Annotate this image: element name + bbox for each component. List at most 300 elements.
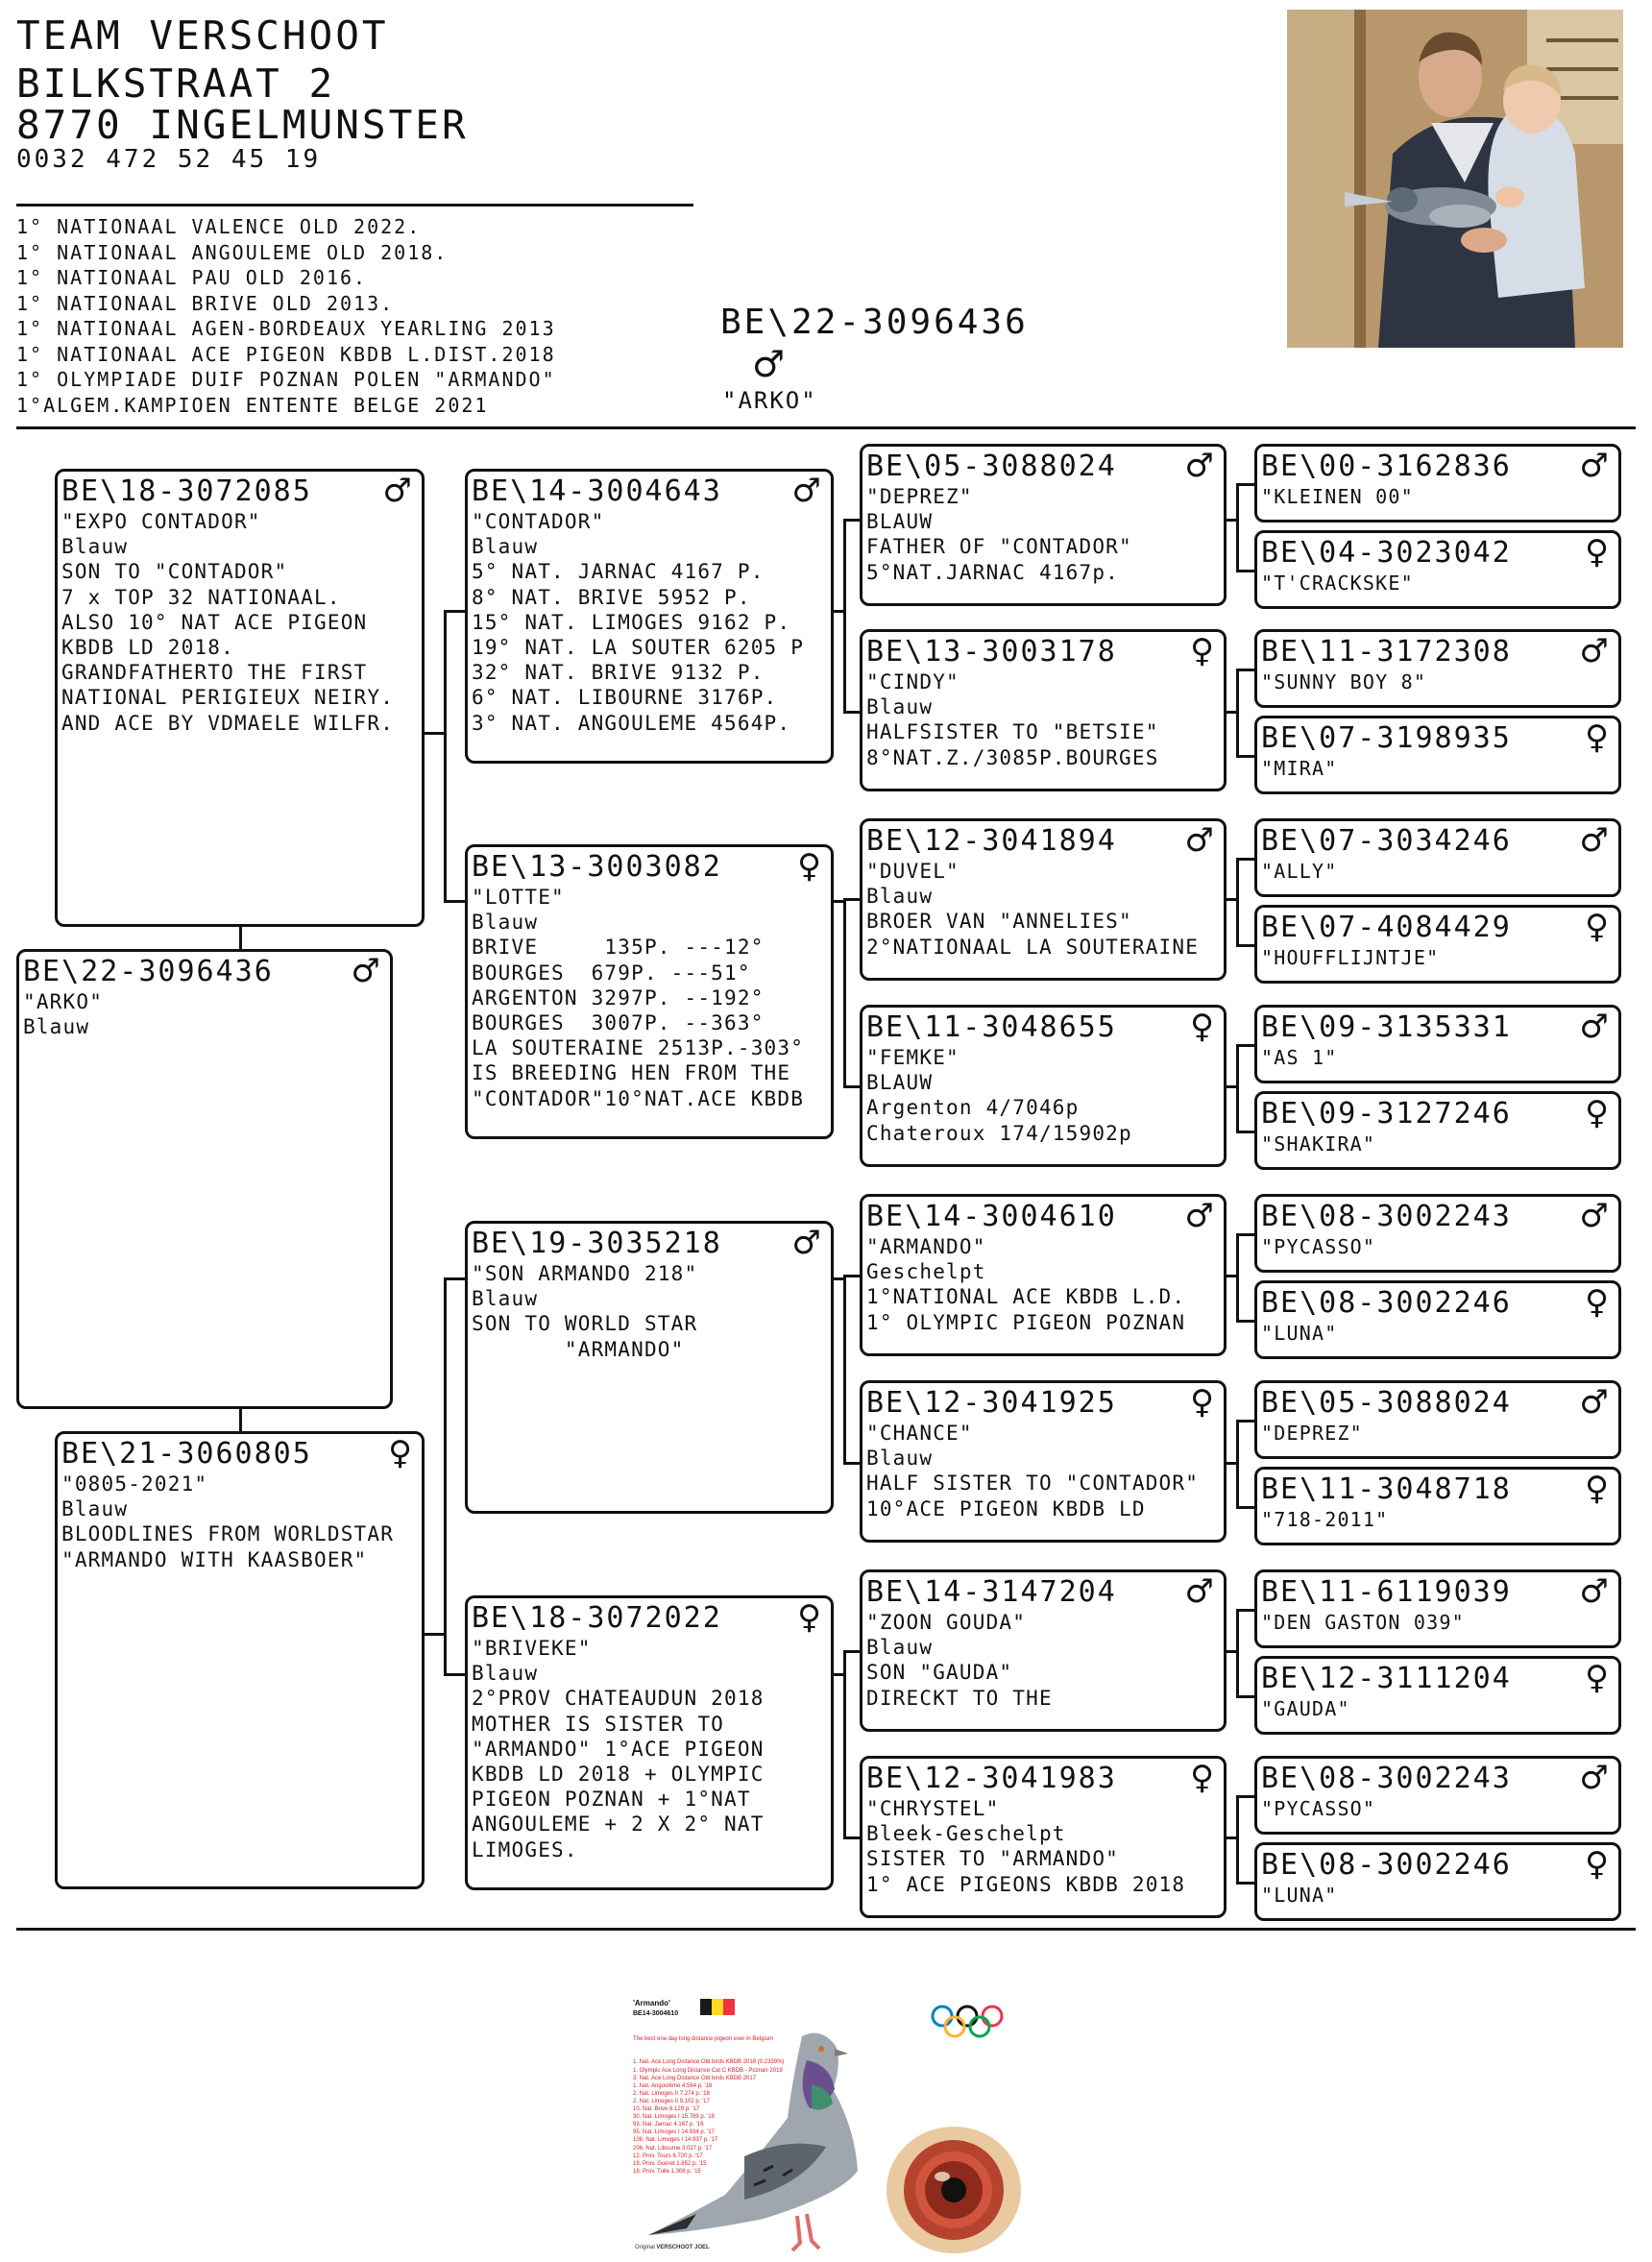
detail-line: "BRIVEKE" <box>472 1637 592 1660</box>
male-icon: ♂ <box>752 343 786 385</box>
ring-number: BE\12-3111204 <box>1261 1662 1512 1695</box>
detail-line: 6° NAT. LIBOURNE 3176P. <box>472 686 778 710</box>
female-icon: ♀ <box>1585 1283 1609 1322</box>
ring-number: BE\13-3003082 <box>472 850 722 884</box>
connector-line <box>1236 1695 1254 1698</box>
address-city: 8770 INGELMUNSTER <box>16 102 469 148</box>
connector-line <box>444 610 447 902</box>
advert-result-line: 10. Nat. Brive 6.129 p. '17 <box>633 2106 700 2113</box>
advert-result-line: 95. Nat. Limoges I 14.934 p. '17 <box>633 2129 715 2136</box>
detail-line: 8° NAT. BRIVE 5952 P. <box>472 585 751 609</box>
connector-line <box>1236 1420 1254 1423</box>
connector-line <box>1236 1795 1254 1798</box>
connector-line <box>1227 519 1236 522</box>
detail-line: ANGOULEME + 2 X 2° NAT <box>472 1812 765 1836</box>
pigeon-card <box>465 469 834 764</box>
detail-line: SON TO WORLD STAR <box>472 1312 698 1336</box>
detail-line: 1° ACE PIGEONS KBDB 2018 <box>866 1872 1186 1896</box>
detail-line: BLAUW <box>866 510 934 534</box>
detail-line: Blauw <box>866 1447 934 1471</box>
detail-line: BRIVE 135P. ---12° <box>472 936 765 960</box>
pigeon-card <box>1254 1005 1621 1083</box>
pigeon-card <box>1254 1194 1621 1273</box>
advert-result-line: 1. Nat. Ace Long Distance Old birds KBDB 2018 (0.2339%) <box>633 2059 785 2066</box>
connector-line <box>1236 1506 1254 1509</box>
male-icon: ♂ <box>1579 1197 1609 1235</box>
ring-number: BE\07-3034246 <box>1261 824 1512 858</box>
pigeon-details <box>472 509 804 736</box>
detail-line: 10°ACE PIGEON KBDB LD <box>866 1496 1146 1520</box>
detail-line: NATIONAL PERIGIEUX NEIRY. <box>61 686 395 710</box>
achievement-item: 1° NATIONAAL ANGOULEME OLD 2018. <box>16 240 449 264</box>
pigeon-details <box>866 669 1159 770</box>
connector-line <box>1236 1320 1254 1323</box>
male-icon: ♂ <box>791 472 821 510</box>
connector-line <box>1227 1650 1236 1653</box>
pigeon-card <box>1254 1467 1621 1545</box>
connector-line <box>843 711 860 714</box>
olympic-rings-icon <box>930 2004 1005 2040</box>
connector-line <box>843 1836 860 1839</box>
ring-number: BE\22-3096436 <box>23 955 274 988</box>
connector-line <box>843 1650 846 1839</box>
detail-line: Blauw <box>61 535 129 559</box>
connector-line <box>1227 1462 1236 1465</box>
armando-advert <box>629 1993 884 2262</box>
pigeon-details <box>1261 1421 1363 1446</box>
pigeon-details <box>866 484 1132 585</box>
ring-number: BE\08-3002243 <box>1261 1200 1512 1233</box>
ring-number: BE\12-3041894 <box>866 824 1117 858</box>
detail-line: 5° NAT. JARNAC 4167 P. <box>472 560 765 584</box>
pigeon-card <box>465 1595 834 1890</box>
detail-line: FATHER OF "CONTADOR" <box>866 535 1132 559</box>
pigeon-card <box>860 1005 1227 1167</box>
pigeon-picture <box>629 1993 884 2262</box>
connector-line <box>425 732 446 735</box>
section-divider <box>16 426 1636 429</box>
pigeon-details <box>866 1610 1053 1711</box>
ring-number: BE\00-3162836 <box>1261 450 1512 483</box>
detail-line: Blauw <box>472 1287 539 1311</box>
achievements-list <box>16 214 556 418</box>
footer-divider <box>16 1928 1636 1931</box>
male-icon: ♂ <box>1579 821 1609 860</box>
connector-line <box>843 519 846 714</box>
connector-line <box>843 519 860 522</box>
ring-number: BE\07-4084429 <box>1261 911 1512 944</box>
pigeon-eye-picture <box>882 2123 1026 2257</box>
connector-line <box>1236 1233 1254 1236</box>
detail-line: "PYCASSO" <box>1261 1235 1376 1258</box>
detail-line: BROER VAN "ANNELIES" <box>866 910 1132 934</box>
ring-number: BE\21-3060805 <box>61 1437 312 1471</box>
female-icon: ♀ <box>1190 1759 1214 1797</box>
pigeon-card <box>860 1569 1227 1732</box>
connector-line <box>444 610 465 613</box>
advert-result-line: 1. Olympic Ace Long Distance Cat C KBDB - Poznan 2019 <box>633 2067 783 2074</box>
detail-line: 2°NATIONAAL LA SOUTERAINE <box>866 935 1200 959</box>
detail-line: Blauw <box>866 1636 934 1660</box>
detail-line: "ARMANDO" <box>866 1235 986 1258</box>
detail-line: "AS 1" <box>1261 1046 1338 1069</box>
address-street: BILKSTRAAT 2 <box>16 61 336 107</box>
pigeon-details <box>1261 1696 1350 1721</box>
pigeon-card <box>860 629 1227 791</box>
achievement-item: 1° NATIONAAL AGEN-BORDEAUX YEARLING 2013 <box>16 317 556 340</box>
connector-line <box>1227 711 1236 714</box>
pigeon-details <box>61 1472 394 1572</box>
detail-line: "SON ARMANDO 218" <box>472 1262 698 1285</box>
detail-line: GRANDFATHERTO THE FIRST <box>61 661 368 685</box>
detail-line: "ZOON GOUDA" <box>866 1611 1027 1634</box>
pigeon-details <box>1261 1234 1375 1259</box>
ring-number: BE\04-3023042 <box>1261 536 1512 570</box>
detail-line: BOURGES 679P. ---51° <box>472 961 751 985</box>
male-icon: ♂ <box>1579 1008 1609 1046</box>
detail-line: "FEMKE" <box>866 1046 960 1069</box>
pigeon-details <box>1261 945 1439 970</box>
pigeon-card <box>860 818 1227 981</box>
detail-line: 1° OLYMPIC PIGEON POZNAN <box>866 1310 1186 1334</box>
pigeon-card <box>860 1194 1227 1356</box>
connector-line <box>1236 1882 1254 1885</box>
pigeon-card <box>55 469 425 927</box>
connector-line <box>843 1275 846 1465</box>
pigeon-card <box>1254 716 1621 794</box>
pigeon-details <box>866 859 1199 960</box>
detail-line: 5°NAT.JARNAC 4167p. <box>866 560 1120 584</box>
detail-line: "MIRA" <box>1261 757 1338 780</box>
detail-line: 3° NAT. ANGOULEME 4564P. <box>472 711 791 735</box>
detail-line: "SHAKIRA" <box>1261 1132 1376 1155</box>
ring-number: BE\11-3048718 <box>1261 1472 1512 1506</box>
detail-line: 8°NAT.Z./3085P.BOURGES <box>866 745 1159 769</box>
pigeon-details <box>472 1636 765 1862</box>
detail-line: SON TO "CONTADOR" <box>61 560 288 584</box>
pigeon-details <box>866 1234 1185 1335</box>
connector-line <box>1227 898 1236 901</box>
connector-line <box>1236 1420 1239 1509</box>
detail-line: ARGENTON 3297P. --192° <box>472 985 765 1009</box>
connector-line <box>843 1462 860 1465</box>
detail-line: "CHANCE" <box>866 1422 973 1445</box>
detail-line: PIGEON POZNAN + 1°NAT <box>472 1788 751 1812</box>
pigeon-card <box>1254 1756 1621 1835</box>
detail-line: "ARMANDO WITH KAASBOER" <box>61 1547 368 1571</box>
detail-line: IS BREEDING HEN FROM THE <box>472 1061 791 1085</box>
pigeon-card <box>860 444 1227 606</box>
detail-line: "EXPO CONTADOR" <box>61 510 261 533</box>
advert-result-line: 108. Nat. Limoges I 14.937 p. '17 <box>633 2137 718 2144</box>
advert-result-line: 206. Nat. Libourne 3.027 p. '17 <box>633 2145 713 2152</box>
pigeon-details <box>1261 756 1337 781</box>
detail-line: DIRECKT TO THE <box>866 1686 1053 1710</box>
pigeon-card <box>1254 530 1621 609</box>
ring-number: BE\08-3002243 <box>1261 1762 1512 1795</box>
connector-line <box>1236 944 1254 947</box>
connector-line <box>425 1633 446 1636</box>
detail-line: HALF SISTER TO "CONTADOR" <box>866 1472 1200 1496</box>
achievement-item: 1° NATIONAAL VALENCE OLD 2022. <box>16 215 422 238</box>
pigeon-card <box>1254 905 1621 984</box>
connector-line <box>1236 1233 1239 1323</box>
pigeon-details <box>472 885 804 1111</box>
detail-line: Blauw <box>61 1497 129 1521</box>
female-icon: ♀ <box>1585 1659 1609 1697</box>
pigeon-details <box>1261 859 1337 884</box>
connector-line <box>834 900 843 903</box>
pigeon-details <box>1261 571 1414 596</box>
male-icon: ♂ <box>1579 1572 1609 1611</box>
detail-line: "ALLY" <box>1261 860 1338 883</box>
connector-line <box>1236 669 1254 671</box>
ring-number: BE\08-3002246 <box>1261 1848 1512 1882</box>
pigeon-details <box>23 989 103 1039</box>
detail-line: "LUNA" <box>1261 1322 1338 1345</box>
male-icon: ♂ <box>1579 1383 1609 1422</box>
advert-result-line: 18. Prov. Tulle 1.308 p. '15 <box>633 2168 701 2175</box>
ring-number: BE\14-3147204 <box>866 1575 1117 1609</box>
advert-result-line: 12. Prov. Tours 6.720 p. '17 <box>633 2153 703 2159</box>
detail-line: Blauw <box>866 885 934 909</box>
female-icon: ♀ <box>1585 718 1609 757</box>
achievement-item: 1° NATIONAAL PAU OLD 2016. <box>16 266 368 289</box>
pigeon-card <box>1254 1842 1621 1921</box>
phone-number: 0032 472 52 45 19 <box>16 145 322 174</box>
pigeon-card <box>860 1756 1227 1918</box>
ring-number: BE\12-3041983 <box>866 1762 1117 1795</box>
detail-line: LIMOGES. <box>472 1837 578 1861</box>
connector-line <box>834 610 843 613</box>
connector-line <box>444 1277 447 1673</box>
pigeon-details <box>1261 1321 1337 1346</box>
pigeon-card <box>1254 818 1621 897</box>
male-icon: ♂ <box>1579 632 1609 670</box>
pigeon-card <box>1254 629 1621 708</box>
detail-line: HALFSISTER TO "BETSIE" <box>866 720 1159 744</box>
advert-credit: Original VERSCHOOT JOEL <box>635 2245 710 2250</box>
pigeon-card <box>1254 1380 1621 1459</box>
female-icon: ♀ <box>797 1598 821 1637</box>
pigeon-details <box>866 1045 1132 1146</box>
ring-number: BE\11-6119039 <box>1261 1575 1512 1609</box>
detail-line: "ARMANDO" 1°ACE PIGEON <box>472 1737 765 1761</box>
ring-number: BE\14-3004610 <box>866 1200 1117 1233</box>
detail-line: Blauw <box>23 1015 90 1039</box>
connector-line <box>843 898 846 1088</box>
pigeon-card <box>465 1221 834 1514</box>
female-icon: ♀ <box>1190 632 1214 670</box>
male-icon: ♂ <box>1184 447 1214 485</box>
female-icon: ♀ <box>1585 908 1609 946</box>
subject-ring: BE\22-3096436 <box>720 303 1029 342</box>
connector-line <box>239 927 242 949</box>
ring-number: BE\09-3135331 <box>1261 1010 1512 1044</box>
female-icon: ♀ <box>1585 533 1609 572</box>
detail-line: BLOODLINES FROM WORLDSTAR <box>61 1522 395 1546</box>
advert-result-line: 1. Nat. Angoulême 4.564 p. '18 <box>633 2082 713 2089</box>
advert-result-line: 19. Prov. Guéret 1.852 p. '15 <box>633 2160 707 2167</box>
detail-line: "CINDY" <box>866 670 960 693</box>
female-icon: ♀ <box>1585 1470 1609 1508</box>
male-icon: ♂ <box>1184 1197 1214 1235</box>
connector-line <box>239 1409 242 1431</box>
detail-line: 15° NAT. LIMOGES 9162 P. <box>472 610 791 634</box>
ring-number: BE\08-3002246 <box>1261 1286 1512 1320</box>
pigeon-card <box>16 949 393 1409</box>
ring-number: BE\11-3048655 <box>866 1010 1117 1044</box>
ring-number: BE\13-3003178 <box>866 635 1117 669</box>
advert-result-line: 93. Nat. Jarnac 4.167 p. '16 <box>633 2122 704 2128</box>
female-icon: ♀ <box>1190 1383 1214 1422</box>
ring-number: BE\05-3088024 <box>1261 1386 1512 1420</box>
female-icon: ♀ <box>388 1434 412 1472</box>
connector-line <box>1236 1609 1239 1698</box>
pigeon-card <box>55 1431 425 1889</box>
detail-line: "HOUFFLIJNTJE" <box>1261 946 1440 969</box>
advert-result-line: 2. Nat. Limoges II 9.102 p. '17 <box>633 2098 710 2104</box>
detail-line: Argenton 4/7046p <box>866 1096 1080 1120</box>
female-icon: ♀ <box>1585 1845 1609 1884</box>
detail-line: KBDB LD 2018 + OLYMPIC <box>472 1763 765 1787</box>
connector-line <box>444 1673 465 1676</box>
detail-line: "0805-2021" <box>61 1472 208 1496</box>
pigeon-details <box>1261 1045 1337 1070</box>
detail-line: "KLEINEN 00" <box>1261 485 1414 508</box>
subject-name: "ARKO" <box>722 387 817 414</box>
detail-line: Blauw <box>472 535 539 559</box>
ring-number: BE\14-3004643 <box>472 474 722 508</box>
detail-line: "DEPREZ" <box>1261 1422 1363 1445</box>
detail-line: "ARMANDO" <box>472 1337 685 1361</box>
detail-line: "GAUDA" <box>1261 1697 1350 1720</box>
detail-line: "718-2011" <box>1261 1508 1389 1531</box>
connector-line <box>843 1085 860 1088</box>
connector-line <box>1227 1085 1236 1088</box>
detail-line: "DUVEL" <box>866 860 960 883</box>
detail-line: "LUNA" <box>1261 1884 1338 1907</box>
pigeon-details <box>61 509 394 736</box>
female-icon: ♀ <box>1190 1008 1214 1046</box>
detail-line: Geschelpt <box>866 1260 986 1284</box>
detail-line: BOURGES 3007P. --363° <box>472 1011 765 1035</box>
detail-line: BLAUW <box>866 1071 934 1095</box>
connector-line <box>843 1275 860 1277</box>
connector-line <box>834 1673 843 1676</box>
detail-line: "CHRYSTEL" <box>866 1797 1000 1820</box>
pigeon-details <box>1261 1507 1388 1532</box>
achievement-item: 1°ALGEM.KAMPIOEN ENTENTE BELGE 2021 <box>16 393 489 417</box>
connector-line <box>1236 1795 1239 1885</box>
pigeon-details <box>1261 1796 1375 1821</box>
female-icon: ♀ <box>1585 1094 1609 1132</box>
connector-line <box>1236 1131 1254 1133</box>
ring-number: BE\11-3172308 <box>1261 635 1512 669</box>
pigeon-card <box>1254 444 1621 523</box>
detail-line: SON "GAUDA" <box>866 1661 1013 1685</box>
header-divider <box>16 204 693 207</box>
pigeon-details <box>866 1796 1185 1897</box>
detail-line: MOTHER IS SISTER TO <box>472 1712 725 1736</box>
detail-line: ALSO 10° NAT ACE PIGEON <box>61 610 368 634</box>
detail-line: "DEN GASTON 039" <box>1261 1611 1465 1634</box>
advert-result-line: 30. Nat. Limoges I 15.789 p. '18 <box>633 2114 715 2121</box>
ring-number: BE\19-3035218 <box>472 1227 722 1260</box>
detail-line: "CONTADOR"10°NAT.ACE KBDB <box>472 1086 805 1110</box>
connector-line <box>834 1277 843 1280</box>
advert-result-line: 3. Nat. Ace Long Distance Old birds KBDB 2017 <box>633 2075 757 2081</box>
detail-line: "SUNNY BOY 8" <box>1261 670 1427 693</box>
pigeon-details <box>1261 669 1426 694</box>
achievement-item: 1° OLYMPIADE DUIF POZNAN POLEN "ARMANDO" <box>16 368 556 391</box>
team-name: TEAM VERSCHOOT <box>16 12 389 59</box>
connector-line <box>1236 858 1254 861</box>
ring-number: BE\09-3127246 <box>1261 1097 1512 1131</box>
pigeon-details <box>1261 1610 1465 1635</box>
connector-line <box>1236 1609 1254 1612</box>
pigeon-card <box>860 1380 1227 1543</box>
ring-number: BE\07-3198935 <box>1261 721 1512 755</box>
advert-name: 'Armando' <box>633 1999 670 2007</box>
detail-line: "T'CRACKSKE" <box>1261 572 1414 595</box>
detail-line: Blauw <box>472 911 539 935</box>
detail-line: "DEPREZ" <box>866 485 973 508</box>
detail-line: 32° NAT. BRIVE 9132 P. <box>472 661 765 685</box>
connector-line <box>444 1277 465 1280</box>
owner-photo <box>1287 10 1623 348</box>
pigeon-details <box>1261 484 1414 509</box>
achievement-item: 1° NATIONAAL ACE PIGEON KBDB L.DIST.2018 <box>16 342 556 366</box>
male-icon: ♂ <box>1579 1759 1609 1797</box>
pigeon-details <box>472 1261 697 1362</box>
connector-line <box>843 898 860 901</box>
male-icon: ♂ <box>382 472 412 510</box>
connector-line <box>1236 1044 1239 1133</box>
detail-line: "ARKO" <box>23 990 104 1013</box>
pigeon-card <box>1254 1280 1621 1359</box>
pigeon-card <box>1254 1656 1621 1735</box>
male-icon: ♂ <box>1184 821 1214 860</box>
detail-line: "PYCASSO" <box>1261 1797 1376 1820</box>
detail-line: KBDB LD 2018. <box>61 636 234 660</box>
pigeon-details <box>1261 1131 1375 1156</box>
pigeon-card <box>1254 1091 1621 1170</box>
detail-line: "CONTADOR" <box>472 510 605 533</box>
detail-line: 19° NAT. LA SOUTER 6205 P <box>472 636 805 660</box>
detail-line: 2°PROV CHATEAUDUN 2018 <box>472 1687 765 1711</box>
detail-line: AND ACE BY VDMAELE WILFR. <box>61 711 395 735</box>
detail-line: "LOTTE" <box>472 886 565 909</box>
connector-line <box>1227 1275 1236 1277</box>
connector-line <box>1227 1836 1236 1839</box>
connector-line <box>1236 858 1239 947</box>
ring-number: BE\05-3088024 <box>866 450 1117 483</box>
male-icon: ♂ <box>1184 1572 1214 1611</box>
pigeon-details <box>866 1421 1199 1521</box>
connector-line <box>1236 1044 1254 1047</box>
pigeon-details <box>1261 1883 1337 1908</box>
detail-line: LA SOUTERAINE 2513P.-303° <box>472 1036 805 1060</box>
male-icon: ♂ <box>791 1224 821 1262</box>
ring-number: BE\18-3072022 <box>472 1601 722 1635</box>
advert-headline: The best one day long distance pigeon ever in Belgium <box>633 2036 774 2043</box>
detail-line: 1°NATIONAL ACE KBDB L.D. <box>866 1285 1186 1309</box>
ring-number: BE\12-3041925 <box>866 1386 1117 1420</box>
detail-line: SISTER TO "ARMANDO" <box>866 1847 1120 1871</box>
detail-line: Bleek-Geschelpt <box>866 1822 1066 1846</box>
pigeon-card <box>1254 1569 1621 1648</box>
